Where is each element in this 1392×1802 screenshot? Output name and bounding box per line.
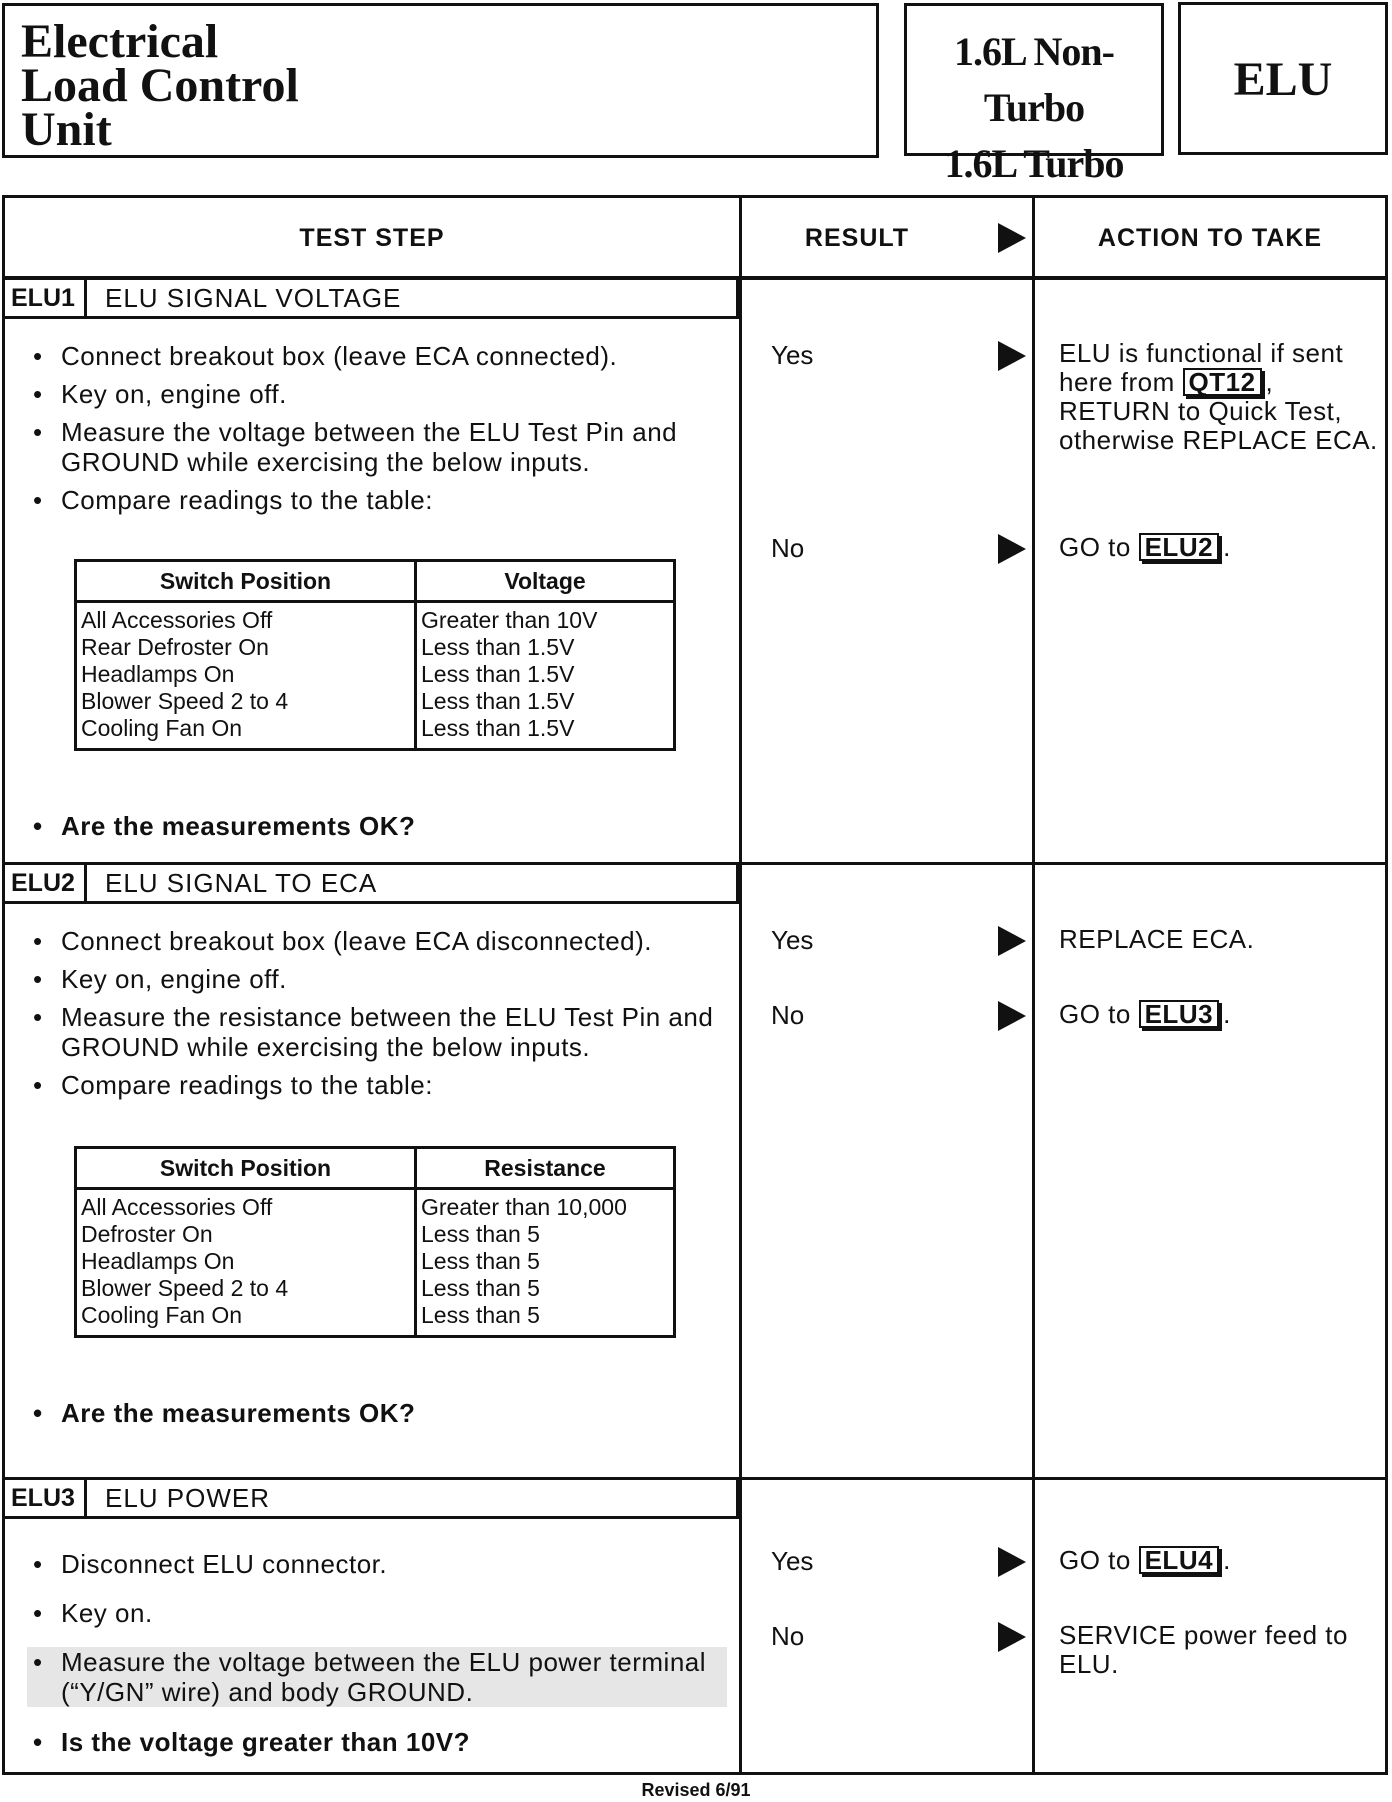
table-cell: Greater than 10,000 — [421, 1194, 627, 1220]
table-cell: Less than 1.5V — [421, 688, 575, 714]
table-cell: Blower Speed 2 to 4 — [81, 1275, 289, 1301]
table-cell: All Accessories Off — [81, 1194, 273, 1220]
table-cell: Less than 5 — [421, 1302, 540, 1328]
table-cell: Less than 1.5V — [421, 634, 575, 660]
step-header — [5, 277, 739, 319]
title-line: Load Control — [21, 59, 299, 112]
table-header: Switch Position — [77, 1149, 417, 1187]
step-title: ELU SIGNAL TO ECA — [105, 868, 378, 898]
column-divider — [1032, 198, 1035, 1772]
table-cell: Less than 5 — [421, 1248, 540, 1274]
result-yes: Yes — [771, 925, 814, 955]
test-table — [2, 195, 1388, 1775]
step-question: • Are the measurements OK? — [27, 1398, 727, 1428]
step-header — [5, 1477, 739, 1519]
step-question: • Are the measurements OK? — [27, 811, 727, 841]
instruction: • Disconnect ELU connector. — [27, 1549, 727, 1579]
reading-table — [74, 1146, 676, 1338]
arrow-icon — [998, 1622, 1026, 1652]
instruction: • Measure the resistance between the ELU Test Pin and GROUND while exercising the below inputs. — [27, 1002, 727, 1062]
step-instructions — [27, 1549, 727, 1707]
step-title: ELU SIGNAL VOLTAGE — [105, 283, 402, 313]
table-cell: Greater than 10V — [421, 607, 598, 633]
table-cell: Cooling Fan On — [81, 715, 243, 741]
revision-note: Revised 6/91 — [641, 1780, 751, 1800]
arrow-icon — [998, 223, 1026, 253]
table-cell: Less than 5 — [421, 1275, 540, 1301]
table-cell: Less than 5 — [421, 1221, 540, 1247]
action-yes: REPLACE ECA. — [1059, 924, 1255, 954]
table-cell: Rear Defroster On — [81, 634, 269, 660]
step-instructions — [27, 926, 727, 1100]
instruction: • Connect breakout box (leave ECA connected). — [27, 341, 727, 371]
arrow-icon — [998, 1001, 1026, 1031]
table-cell: Headlamps On — [81, 661, 235, 687]
section-code: ELU — [1233, 53, 1333, 106]
instruction: • Compare readings to the table: — [27, 485, 727, 515]
result-yes: Yes — [771, 340, 814, 370]
instruction: • Compare readings to the table: — [27, 1070, 727, 1100]
table-header: Resistance — [484, 1155, 606, 1181]
result-no: No — [771, 1621, 805, 1651]
table-cell: Cooling Fan On — [81, 1302, 243, 1328]
instruction: • Connect breakout box (leave ECA disconnected). — [27, 926, 727, 956]
arrow-icon — [998, 534, 1026, 564]
instruction: • Key on. — [27, 1598, 727, 1628]
instruction: • Measure the voltage between the ELU Test Pin and GROUND while exercising the below inputs. — [27, 417, 727, 477]
arrow-icon — [998, 1547, 1026, 1577]
arrow-icon — [998, 926, 1026, 956]
step-reference[interactable]: ELU4 — [1139, 1546, 1219, 1574]
column-divider — [739, 198, 742, 1772]
step-reference[interactable]: ELU2 — [1139, 533, 1219, 561]
table-cell: All Accessories Off — [81, 607, 273, 633]
instruction: • Measure the voltage between the ELU power terminal (“Y/GN” wire) and body GROUND. — [27, 1647, 727, 1707]
step-reference[interactable]: ELU3 — [1139, 1000, 1219, 1028]
column-header-test-step: TEST STEP — [299, 224, 445, 252]
result-no: No — [771, 533, 805, 563]
table-header: Switch Position — [77, 562, 417, 600]
step-id: ELU2 — [5, 865, 87, 901]
title-box — [2, 3, 879, 158]
action-yes: GO to ELU4 . — [1059, 1545, 1231, 1575]
column-header-result: RESULT — [804, 224, 910, 252]
section-code-box — [1178, 2, 1388, 155]
title-line: Electrical — [21, 15, 219, 68]
action-no: GO to ELU3 . — [1059, 999, 1231, 1029]
action-yes: ELU is functional if sent here from QT12 , RETURN to Quick Test, otherwise REPLACE ECA. — [1059, 338, 1378, 455]
engine-label: 1.6L Turbo — [944, 141, 1124, 186]
page-title — [21, 15, 299, 156]
step-id: ELU3 — [5, 1480, 87, 1516]
engine-box — [904, 3, 1164, 186]
step-question: • Is the voltage greater than 10V? — [27, 1727, 727, 1757]
table-cell: Blower Speed 2 to 4 — [81, 688, 289, 714]
table-cell: Less than 1.5V — [421, 715, 575, 741]
table-cell: Less than 1.5V — [421, 661, 575, 687]
arrow-icon — [998, 341, 1026, 371]
action-no: GO to ELU2 . — [1059, 532, 1231, 562]
table-cell: Headlamps On — [81, 1248, 235, 1274]
instruction: • Key on, engine off. — [27, 964, 727, 994]
table-cell: Defroster On — [81, 1221, 213, 1247]
instruction: • Key on, engine off. — [27, 379, 727, 409]
step-reference[interactable]: QT12 — [1183, 368, 1262, 396]
step-header — [5, 862, 739, 904]
result-no: No — [771, 1000, 805, 1030]
table-header: Voltage — [504, 568, 586, 594]
result-yes: Yes — [771, 1546, 814, 1576]
column-header-action: ACTION TO TAKE — [1097, 224, 1323, 252]
reading-table — [74, 559, 676, 751]
step-id: ELU1 — [5, 280, 87, 316]
title-line: Unit — [21, 103, 112, 156]
step-instructions — [27, 341, 727, 515]
action-no: SERVICE power feed to ELU. — [1059, 1620, 1348, 1679]
step-title: ELU POWER — [105, 1483, 271, 1513]
engine-label: 1.6L Non-Turbo — [954, 29, 1114, 130]
